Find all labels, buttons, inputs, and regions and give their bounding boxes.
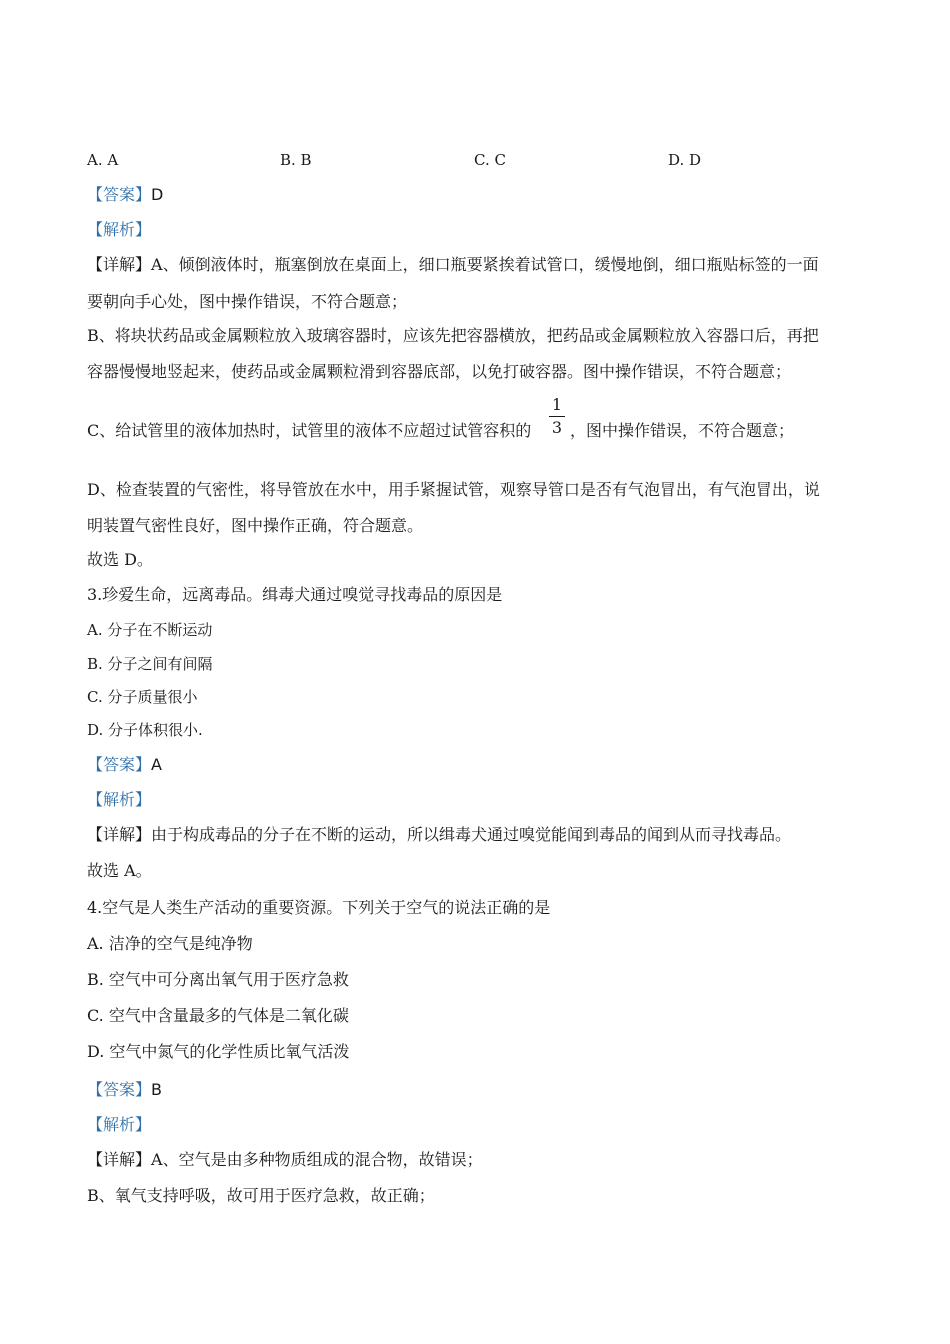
answer-tag: 【答案】 [87, 185, 152, 204]
q2-option-a: A. A [87, 151, 119, 169]
answer-value: A [151, 755, 162, 774]
detail-tag: 【详解】 [87, 825, 152, 844]
q2-option-d: D. D [668, 151, 702, 169]
q2-option-b: B. B [280, 151, 312, 169]
q4-option-b: B. 空气中可分离出氧气用于医疗急救 [87, 970, 349, 989]
q2-detail-a2: 要朝向手心处，图中操作错误，不符合题意； [87, 292, 408, 311]
q2-option-c: C. C [474, 151, 506, 169]
detail-tag: 【详解】 [87, 1150, 152, 1169]
q2-detail-c-pre: C、给试管里的液体加热时，试管里的液体不应超过试管容积的 [87, 421, 532, 440]
answer-value: D [151, 185, 164, 204]
q3-option-c: C. 分子质量很小 [87, 688, 198, 706]
q4-detail-b: B、氧气支持呼吸，故可用于医疗急救，故正确； [87, 1186, 435, 1205]
q3-detail [87, 825, 791, 845]
answer-tag: 【答案】 [87, 1080, 152, 1099]
q2-detail-c-post: ，图中操作错误，不符合题意； [570, 421, 795, 440]
q2-detail-d1: D、检查装置的气密性，将导管放在水中，用手紧握试管，观察导管口是否有气泡冒出，有气泡冒出，说 [87, 480, 820, 499]
q2-detail-b2: 容器慢慢地竖起来，使药品或金属颗粒滑到容器底部，以免打破容器。图中操作错误，不符合题意； [87, 362, 792, 381]
q3-option-b: B. 分子之间有间隔 [87, 655, 213, 673]
q2-answer-line [87, 185, 163, 205]
q3-option-a: A. 分子在不断运动 [87, 621, 213, 639]
q3-conclusion: 故选 A。 [87, 861, 152, 880]
fraction-numerator: 1 [551, 395, 563, 414]
fraction-denominator: 3 [551, 418, 563, 437]
q4-option-d: D. 空气中氮气的化学性质比氧气活泼 [87, 1042, 350, 1061]
q2-detail-b1: B、将块状药品或金属颗粒放入玻璃容器时，应该先把容器横放，把药品或金属颗粒放入容器口后，再把 [87, 326, 819, 345]
answer-value: B [151, 1080, 162, 1099]
q4-stem: 4.空气是人类生产活动的重要资源。下列关于空气的说法正确的是 [87, 898, 551, 917]
q3-stem: 3.珍爱生命，远离毒品。缉毒犬通过嗅觉寻找毒品的原因是 [87, 585, 503, 604]
q4-answer-line [87, 1080, 162, 1100]
q4-option-a: A. 洁净的空气是纯净物 [87, 934, 253, 953]
q2-analysis-tag: 【解析】 [87, 220, 152, 239]
detail-text: A、空气是由多种物质组成的混合物，故错误； [151, 1150, 483, 1169]
q3-analysis-tag: 【解析】 [87, 790, 152, 809]
q4-option-c: C. 空气中含量最多的气体是二氧化碳 [87, 1006, 349, 1025]
detail-tag: 【详解】 [87, 255, 152, 274]
q3-answer-line [87, 755, 162, 775]
fraction-one-third [548, 396, 566, 437]
detail-text: A、倾倒液体时，瓶塞倒放在桌面上，细口瓶要紧挨着试管口，缓慢地倒，细口瓶贴标签的一面 [151, 255, 819, 274]
q3-option-d: D. 分子体积很小. [87, 721, 203, 739]
q2-conclusion: 故选 D。 [87, 550, 153, 569]
answer-tag: 【答案】 [87, 755, 152, 774]
q4-analysis-tag: 【解析】 [87, 1115, 152, 1134]
q4-detail-a [87, 1150, 483, 1170]
q2-detail-d2: 明装置气密性良好，图中操作正确，符合题意。 [87, 516, 424, 535]
detail-text: 由于构成毒品的分子在不断的运动，所以缉毒犬通过嗅觉能闻到毒品的闻到从而寻找毒品。 [151, 825, 792, 844]
fraction-bar [549, 416, 565, 417]
q2-detail-a1 [87, 255, 819, 275]
